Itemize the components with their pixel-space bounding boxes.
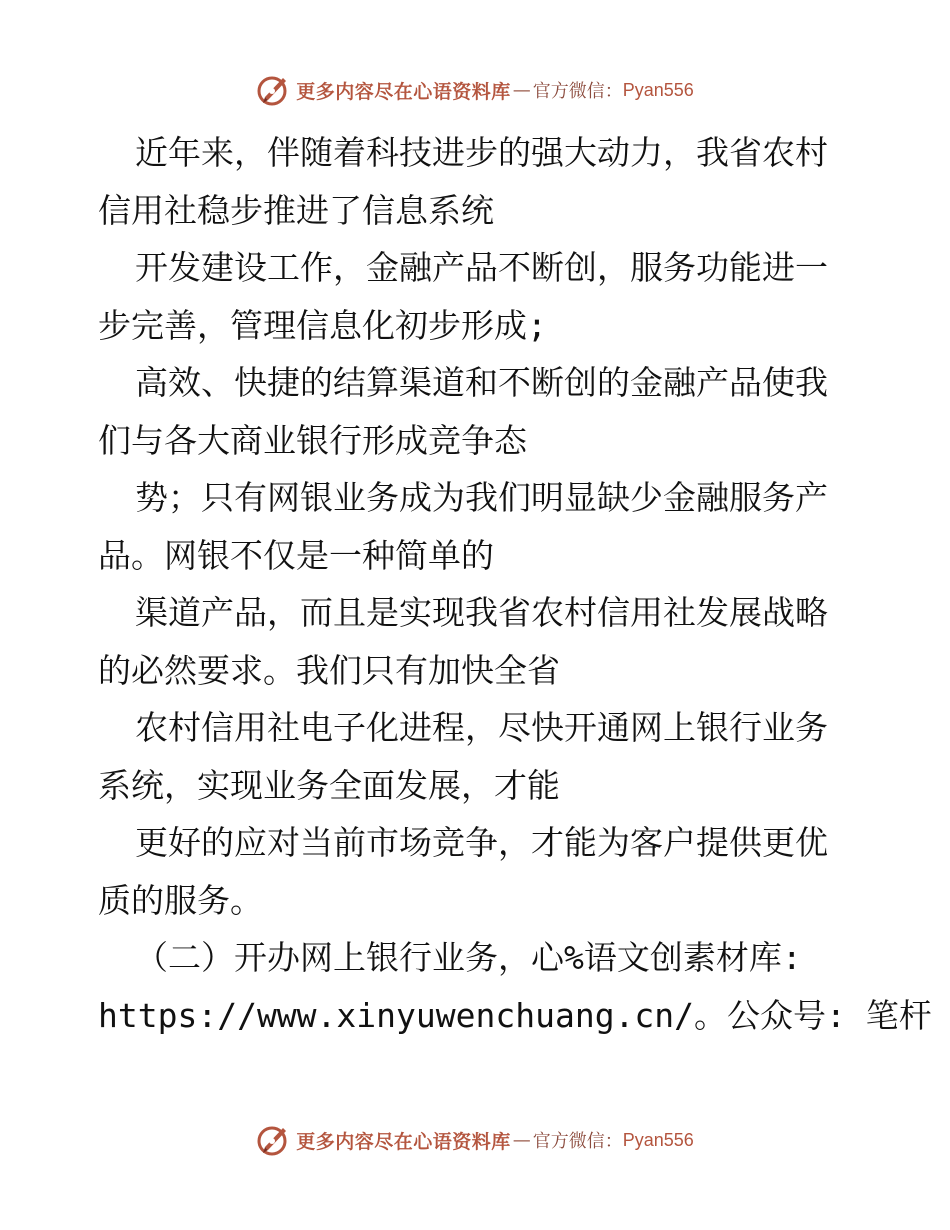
quill-pen-logo-icon xyxy=(256,1123,290,1157)
text-line: 更好的应对当前市场竞争，才能为客户提供更优 xyxy=(135,823,828,862)
banner-separator: — xyxy=(512,1129,531,1151)
banner-site-name: 更多内容尽在心语资料库 xyxy=(296,80,511,103)
banner-site-name: 更多内容尽在心语资料库 xyxy=(296,1130,511,1153)
header-banner xyxy=(0,70,950,110)
text-line: 近年来，伴随着科技进步的强大动力，我省农村 xyxy=(135,133,828,172)
text-line: 品。网银不仅是一种简单的 xyxy=(98,535,494,575)
text-line: 高效、快捷的结算渠道和不断创的金融产品使我 xyxy=(135,363,828,402)
quill-pen-logo-icon xyxy=(256,73,290,107)
banner-separator: — xyxy=(512,79,531,101)
banner-wechat-label: 官方微信： xyxy=(532,1131,623,1152)
banner-wechat-id: Pyan556 xyxy=(622,1129,694,1150)
banner-wechat-id: Pyan556 xyxy=(622,79,694,100)
text-line: 质的服务。 xyxy=(98,880,263,920)
text-line: 信用社稳步推进了信息系统 xyxy=(98,190,494,230)
text-line: 开发建设工作，金融产品不断创，服务功能进一 xyxy=(135,248,828,287)
text-line: 的必然要求。我们只有加快全省 xyxy=(98,650,560,690)
text-line: 步完善，管理信息化初步形成; xyxy=(98,305,547,345)
text-line: 势；只有网银业务成为我们明显缺少金融服务产 xyxy=(135,478,828,517)
section-heading-line: （二）开办网上银行业务，心%语文创素材库: xyxy=(135,938,802,977)
document-body xyxy=(98,124,932,1044)
url-line: https://www.xinyuwenchuang.cn/。公众号: 笔杆 xyxy=(98,995,932,1035)
text-line: 们与各大商业银行形成竞争态 xyxy=(98,420,527,460)
footer-banner xyxy=(0,1120,950,1160)
text-line: 渠道产品，而且是实现我省农村信用社发展战略 xyxy=(135,593,828,632)
banner-wechat-label: 官方微信： xyxy=(532,81,623,102)
text-line: 系统，实现业务全面发展，才能 xyxy=(98,765,560,805)
text-line: 农村信用社电子化进程，尽快开通网上银行业务 xyxy=(135,708,828,747)
